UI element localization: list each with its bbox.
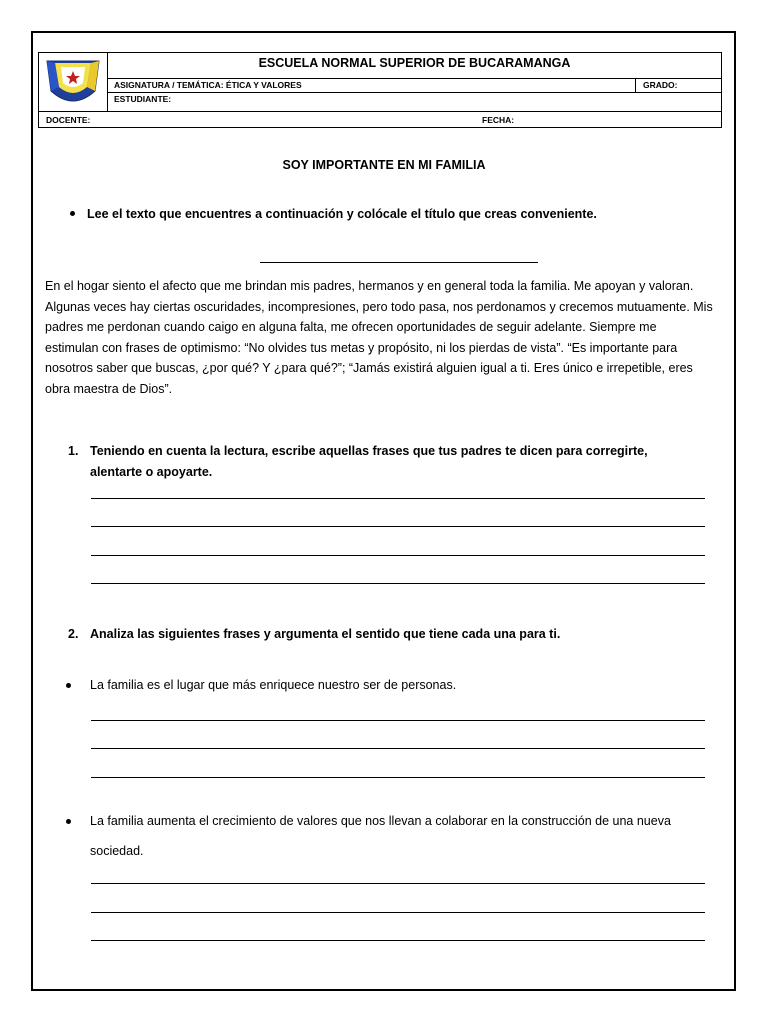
subject-row xyxy=(108,79,721,93)
answer-line[interactable] xyxy=(91,498,705,499)
answer-line[interactable] xyxy=(91,583,705,584)
answer-line[interactable] xyxy=(91,912,705,913)
bullet-icon xyxy=(66,819,71,824)
bullet-icon xyxy=(66,683,71,688)
school-crest-icon xyxy=(39,53,108,111)
question-text: Teniendo en cuenta la lectura, escribe aquellas frases que tus padres te dicen para corregirte, alentarte o apoyarte. xyxy=(90,444,648,479)
instruction-text: Lee el texto que encuentres a continuación y colócale el título que creas conveniente. xyxy=(87,207,597,221)
answer-line[interactable] xyxy=(91,748,705,749)
question-1 xyxy=(68,441,708,485)
instruction xyxy=(70,207,597,221)
answer-line[interactable] xyxy=(91,883,705,884)
title-answer-line[interactable] xyxy=(260,262,538,263)
grade-label: GRADO: xyxy=(643,80,678,90)
question-number: 2. xyxy=(68,627,79,641)
student-row xyxy=(108,93,721,111)
teacher-row xyxy=(39,111,721,129)
grade-divider xyxy=(635,79,636,92)
answer-line[interactable] xyxy=(91,555,705,556)
header-table xyxy=(38,52,722,128)
school-name: ESCUELA NORMAL SUPERIOR DE BUCARAMANGA xyxy=(108,53,721,79)
reading-text xyxy=(45,276,713,400)
student-label: ESTUDIANTE: xyxy=(114,94,172,104)
question-2 xyxy=(68,624,708,646)
reading-paragraph: En el hogar siento el afecto que me brindan mis padres, hermanos y en general toda la familia. Me apoyan y valoran. Algunas veces hay ciertas oscuridades, incompresiones, pero todo pasa, nos perdonamos y crecemos mutuamente. Mis padres me perdonan cuando caigo en alguna falta, me ofrecen oportunidades de seguir adelante. Siempre me estimulan con frases de optimismo: “No olvides tus metas y propósito, ni los pierdas de vista”. “Es importante para nosotros saber que buscas, ¿por qué? Y ¿para qué?”; “Jamás existirá alguien igual a ti. Eres único e irrepetible, eres obra maestra de Dios”. xyxy=(45,279,713,396)
question-text: Analiza las siguientes frases y argumenta el sentido que tiene cada una para ti. xyxy=(90,627,561,641)
answer-line[interactable] xyxy=(91,720,705,721)
answer-line[interactable] xyxy=(91,940,705,941)
phrase-2 xyxy=(66,806,706,868)
question-number: 1. xyxy=(68,444,79,458)
date-label: FECHA: xyxy=(482,115,515,125)
answer-line[interactable] xyxy=(91,777,705,778)
subject-label: ASIGNATURA / TEMÁTICA: ÉTICA Y VALORES xyxy=(114,80,302,90)
answer-line[interactable] xyxy=(91,526,705,527)
bullet-icon xyxy=(70,211,75,216)
page-title: SOY IMPORTANTE EN MI FAMILIA xyxy=(282,158,486,172)
teacher-label: DOCENTE: xyxy=(46,115,91,125)
phrase-text: La familia aumenta el crecimiento de valores que nos llevan a colaborar en la construcción de una nueva sociedad. xyxy=(90,814,671,858)
phrase-1 xyxy=(66,670,706,700)
phrase-text: La familia es el lugar que más enriquece nuestro ser de personas. xyxy=(90,678,457,692)
